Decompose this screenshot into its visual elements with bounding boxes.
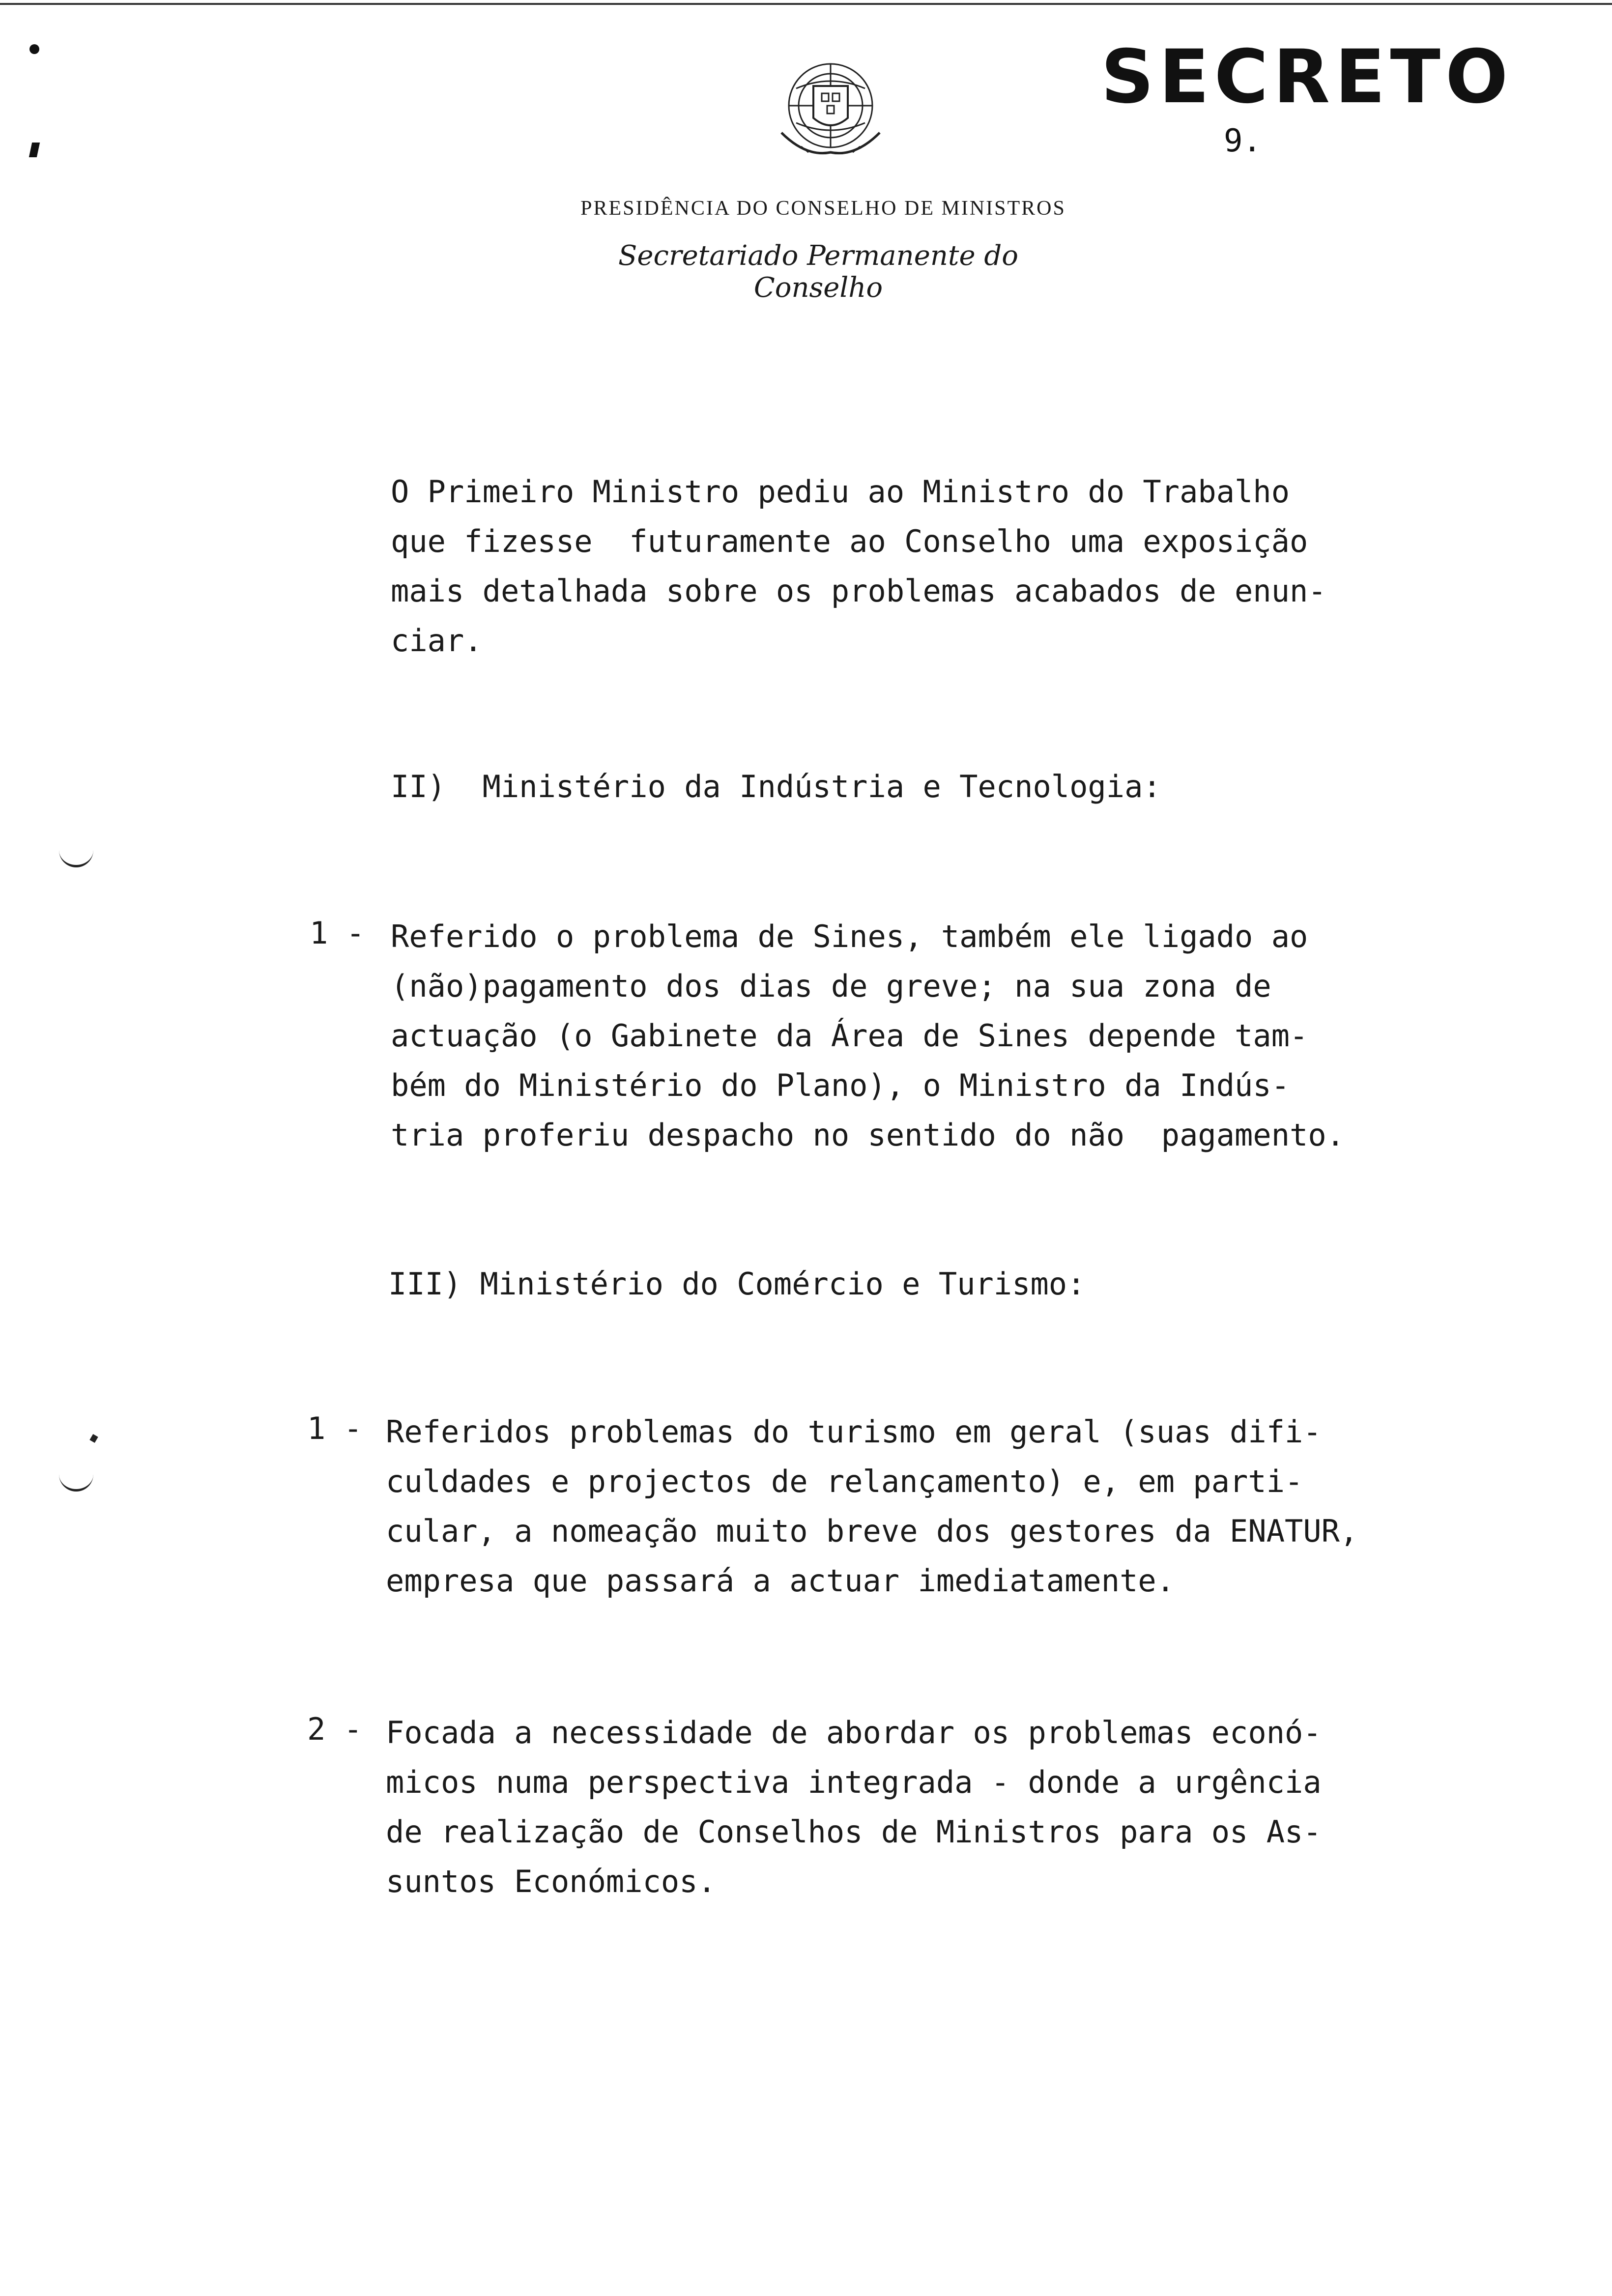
text-line: culdades e projectos de relançamento) e, em parti-: [386, 1464, 1303, 1499]
organization-name: PRESIDÊNCIA DO CONSELHO DE MINISTROS: [580, 197, 1066, 220]
text-line: que fizesse futuramente ao Conselho uma exposição: [391, 523, 1308, 559]
text-line: de realização de Conselhos de Ministros para os As-: [386, 1814, 1322, 1850]
margin-curve-mark: [59, 1469, 93, 1492]
text-line: Focada a necessidade de abordar os problemas econó-: [386, 1715, 1322, 1751]
heading-text: III) Ministério do Comércio e Turismo:: [388, 1266, 1086, 1302]
top-rule: [0, 3, 1612, 5]
text-line: Referidos problemas do turismo em geral (suas difi-: [386, 1414, 1322, 1450]
classification-stamp: SECRETO: [1101, 34, 1513, 120]
text-line: suntos Económicos.: [386, 1864, 716, 1899]
text-line: Referido o problema de Sines, também ele ligado ao: [391, 918, 1308, 954]
page-number: 9.: [1224, 123, 1262, 159]
text-line: (não)pagamento dos dias de greve; na sua zona de: [391, 968, 1271, 1004]
text-line: bém do Ministério do Plano), o Ministro da Indús-: [391, 1067, 1290, 1103]
heading-text: II) Ministério da Indústria e Tecnologia:: [391, 769, 1161, 804]
margin-dot-mark: [89, 1434, 98, 1443]
text-line: mais detalhada sobre os problemas acabados de enun-: [391, 573, 1326, 609]
text-line: cular, a nomeação muito breve dos gestores da ENATUR,: [386, 1513, 1358, 1549]
text-line: micos numa perspectiva integrada - donde a urgência: [386, 1764, 1322, 1800]
text-line: O Primeiro Ministro pediu ao Ministro do Trabalho: [391, 474, 1290, 510]
margin-dot-mark: [29, 44, 39, 54]
text-line: actuação (o Gabinete da Área de Sines depende tam-: [391, 1018, 1308, 1054]
margin-tick-mark: [29, 143, 40, 157]
department-subtitle: Secretariado Permanente do Conselho: [618, 240, 1018, 304]
text-line: ciar.: [391, 623, 483, 659]
item-number: 1 -: [307, 1410, 362, 1446]
coat-of-arms-icon: [767, 59, 894, 162]
text-line: empresa que passará a actuar imediatamente.: [386, 1563, 1175, 1599]
item-number: 1 -: [310, 915, 365, 951]
item-number: 2 -: [307, 1711, 362, 1747]
text-line: tria proferiu despacho no sentido do não pagamento.: [391, 1117, 1345, 1153]
margin-curve-mark: [59, 845, 93, 867]
